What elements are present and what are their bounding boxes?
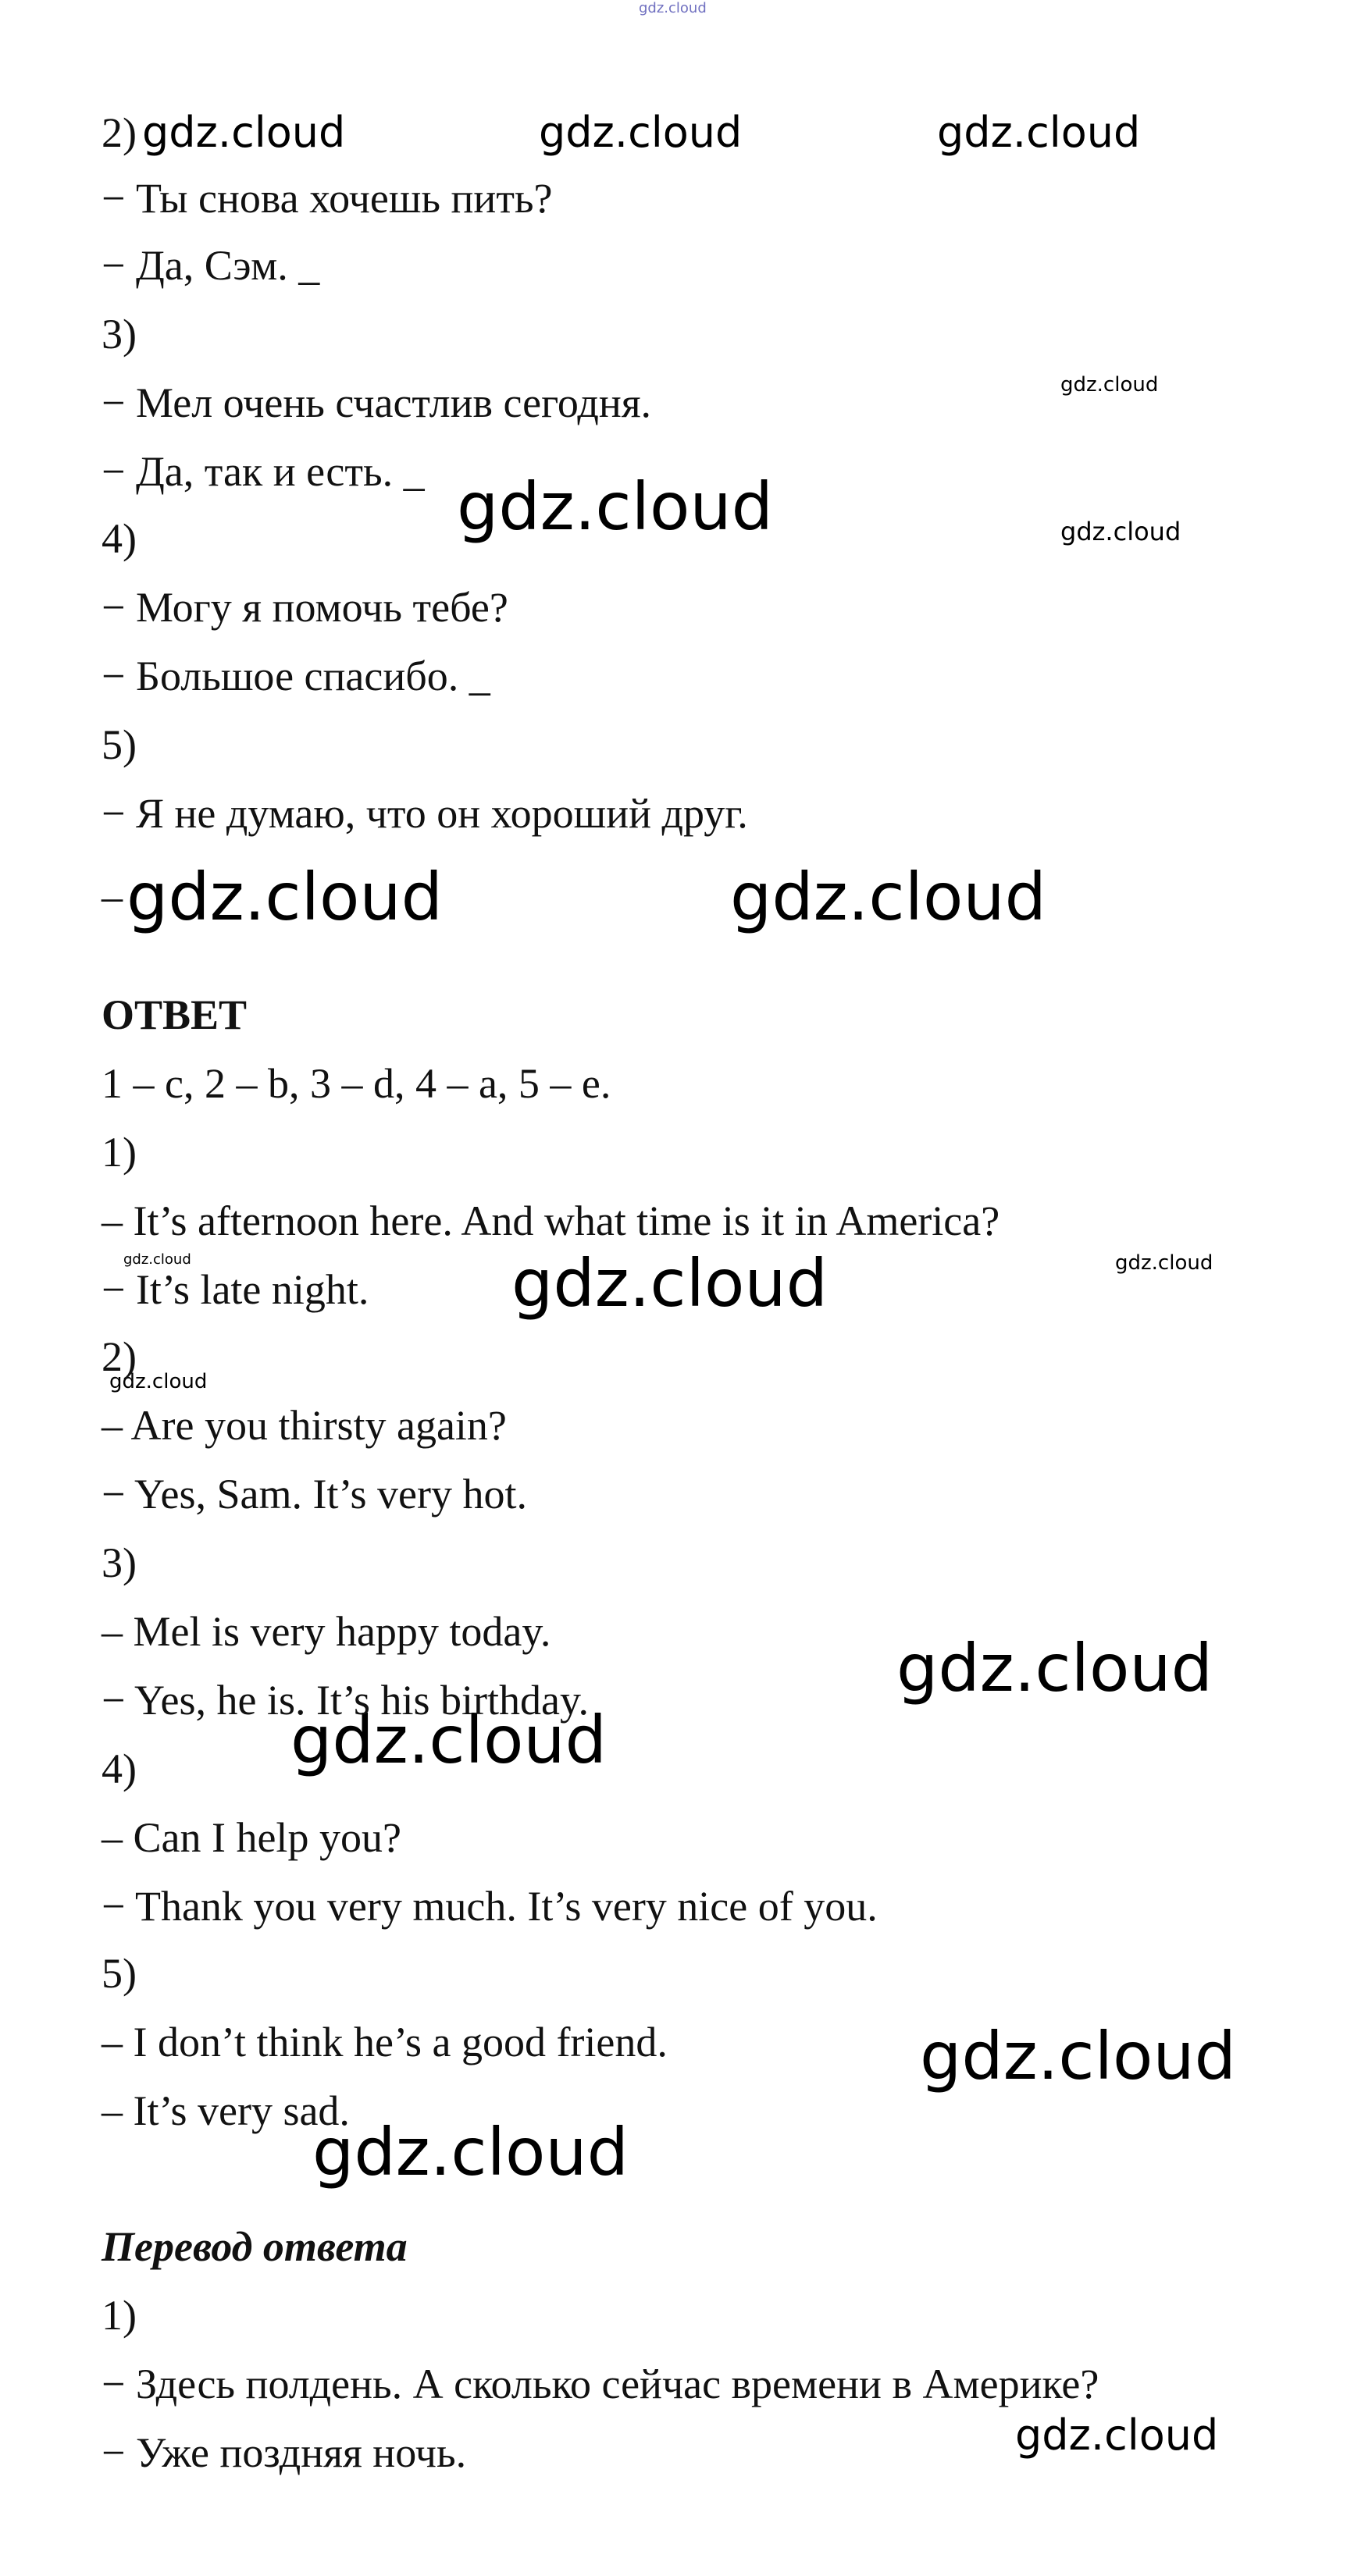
watermark: gdz.cloud bbox=[109, 1370, 208, 1393]
answer-number: 3) bbox=[102, 1539, 137, 1586]
question-line: − Ты снова хочешь пить? bbox=[102, 175, 553, 222]
watermark: gdz.cloud bbox=[457, 468, 773, 545]
watermark: gdz.cloud bbox=[1115, 1251, 1213, 1275]
answer-number: 1) bbox=[102, 1129, 137, 1176]
answer-line: – Mel is very happy today. bbox=[102, 1608, 551, 1655]
watermark: gdz.cloud bbox=[896, 1630, 1213, 1706]
answer-number: 2) bbox=[102, 1333, 137, 1380]
answer-number: 5) bbox=[102, 1950, 137, 1997]
watermark: gdz.cloud bbox=[290, 1702, 607, 1778]
watermark: gdz.cloud bbox=[127, 859, 443, 935]
answer-line: – Are you thirsty again? bbox=[102, 1402, 507, 1449]
watermark: gdz.cloud bbox=[142, 108, 346, 157]
answer-key: 1 – c, 2 – b, 3 – d, 4 – a, 5 – e. bbox=[102, 1060, 611, 1107]
answer-heading: ОТВЕТ bbox=[102, 991, 248, 1038]
translation-number: 1) bbox=[102, 2292, 137, 2339]
question-line: − Мел очень счастлив сегодня. bbox=[102, 379, 652, 426]
question-number: 3) bbox=[102, 311, 137, 358]
answer-line: – I don’t think he’s a good friend. bbox=[102, 2019, 668, 2065]
watermark: gdz.cloud bbox=[539, 108, 743, 157]
watermark: gdz.cloud bbox=[511, 1245, 828, 1322]
watermark: gdz.cloud bbox=[1060, 373, 1159, 397]
question-number: 5) bbox=[102, 721, 137, 768]
watermark-top: gdz.cloud bbox=[639, 0, 707, 16]
question-line: _ bbox=[102, 859, 123, 906]
question-number: 2) bbox=[102, 109, 137, 156]
question-line: − Могу я помочь тебе? bbox=[102, 584, 508, 631]
answer-line: – It’s very sad. bbox=[102, 2087, 350, 2134]
watermark: gdz.cloud bbox=[920, 2018, 1236, 2094]
question-line: − Большое спасибо. _ bbox=[102, 653, 490, 699]
question-line: − Да, так и есть. _ bbox=[102, 448, 425, 495]
translation-line: − Уже поздняя ночь. bbox=[102, 2429, 467, 2476]
watermark: gdz.cloud bbox=[1015, 2411, 1219, 2460]
translation-line: − Здесь полдень. А сколько сейчас времени в Америке? bbox=[102, 2361, 1099, 2407]
watermark: gdz.cloud bbox=[123, 1251, 191, 1268]
watermark: gdz.cloud bbox=[312, 2114, 629, 2190]
watermark: gdz.cloud bbox=[937, 108, 1141, 157]
answer-line: − Yes, Sam. It’s very hot. bbox=[102, 1471, 527, 1517]
answer-line: – It’s afternoon here. And what time is it in America? bbox=[102, 1197, 1000, 1244]
question-line: − Да, Сэм. _ bbox=[102, 242, 320, 289]
question-line: − Я не думаю, что он хороший друг. bbox=[102, 790, 748, 837]
answer-line: − Thank you very much. It’s very nice of you. bbox=[102, 1883, 878, 1930]
answer-line: – Can I help you? bbox=[102, 1814, 401, 1861]
translation-heading: Перевод ответа bbox=[102, 2223, 408, 2270]
question-number: 4) bbox=[102, 515, 137, 562]
answer-number: 4) bbox=[102, 1745, 137, 1792]
watermark: gdz.cloud bbox=[730, 859, 1046, 935]
answer-line: − Yes, he is. It’s his birthday. bbox=[102, 1677, 589, 1724]
watermark: gdz.cloud bbox=[1060, 517, 1181, 546]
answer-line: − It’s late night. bbox=[102, 1266, 369, 1313]
